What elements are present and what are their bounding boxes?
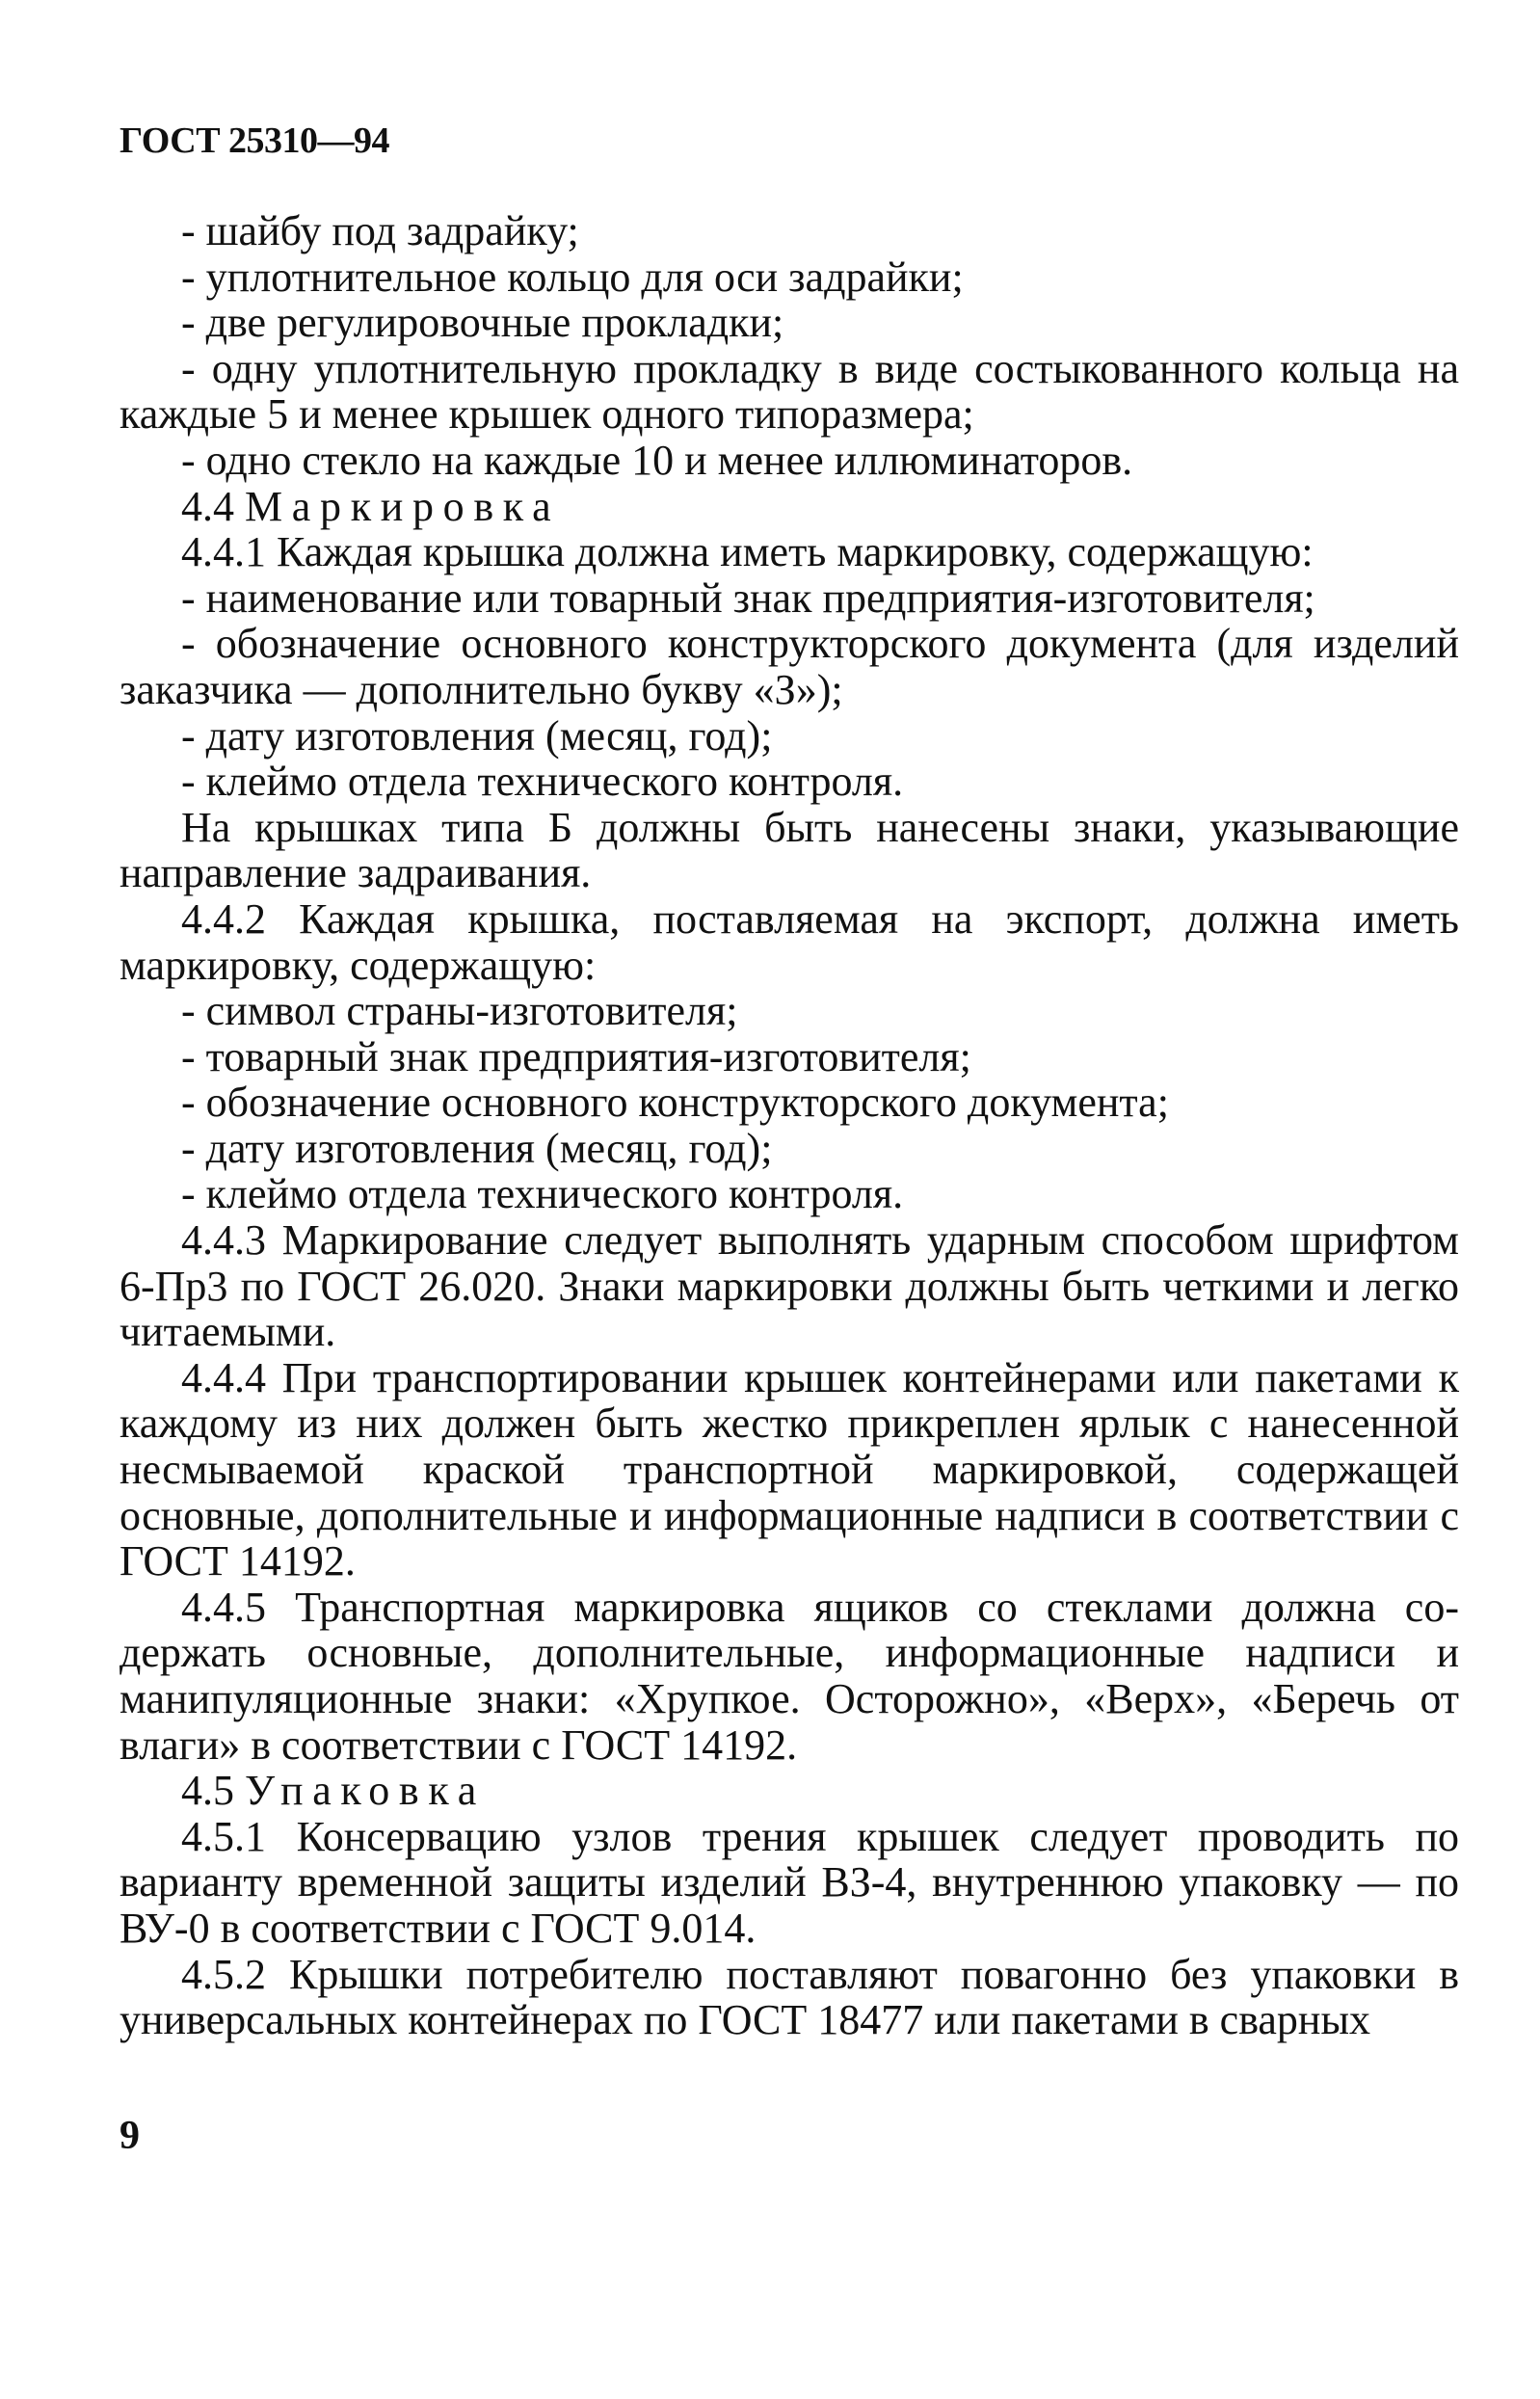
section-title: Упаковка [245, 1767, 486, 1815]
clause-4-4-4: 4.4.4 При транспортировании крышек контейнерами или пакетами к каждому из них должен быть жестко прикреплен ярлык с нанесенной несмываемой краской транспортной маркировкой, содержащей основные, дополнительные и информационные надписи в соответствии с ГОСТ 14192. [119, 1353, 1459, 1586]
list-item-washer: - шайбу под задрайку; [181, 207, 579, 254]
clause-4-4-5: 4.4.5 Транспортная маркировка ящиков со стеклами должна содержать основные, дополнительные, информационные надписи и манипуляционные знаки: «Хрупкое. Осторожно», «Верх», «Беречь от влаги» в соответствии с ГОСТ 14192. [119, 1583, 1459, 1769]
clause-4-4-1: 4.4.1 Каждая крышка должна иметь маркировку, содержащую: [181, 528, 1314, 576]
list-item-country-symbol: - символ страны-изготовителя; [181, 987, 738, 1035]
clause-4-4-3: 4.4.3 Маркирование следует выполнять ударным способом шрифтом 6-Пр3 по ГОСТ 26.020. Знаки маркировки должны быть четкими и легко читаемыми. [119, 1216, 1459, 1356]
page-header: ГОСТ 25310—94 [119, 120, 390, 161]
clause-4-5-2: 4.5.2 Крышки потребителю поставляют повагонно без упаковки в универсальных контейнерах по ГОСТ 18477 или пакетами в сварных [119, 1950, 1459, 2044]
section-heading-marking [119, 484, 1459, 530]
list-item-seal-ring: - уплотнительное кольцо для оси задрайки; [181, 253, 964, 301]
section-number: 4.4 [181, 482, 234, 530]
list-item-design-document: - обозначение основного конструкторского документа (для изделий заказчика — дополнительно букву «З»); [119, 620, 1459, 713]
list-item-manufacturer-name: - наименование или товарный знак предприятия-изготовителя; [181, 573, 1315, 622]
clause-4-4-2: 4.4.2 Каждая крышка, поставляемая на экспорт, должна иметь маркировку, содержащую: [119, 894, 1459, 989]
list-item-shims: - две регулировочные прокладки; [181, 299, 784, 347]
clause-4-5-1: 4.5.1 Консервацию узлов трения крышек следует проводить по варианту временной защиты изделий ВЗ-4, внутреннюю упаковку — по ВУ-0 в соответствии с ГОСТ 9.014. [119, 1812, 1459, 1952]
list-item-trademark: - товарный знак предприятия-изготовителя; [181, 1032, 971, 1080]
list-item-stamp: - клеймо отдела технического контроля. [181, 1170, 904, 1218]
paragraph-type-b-signs: На крышках типа Б должны быть нанесены знаки, указывающие направление задраивания. [119, 803, 1459, 897]
list-item-document-designation: - обозначение основного конструкторского документа; [181, 1079, 1169, 1127]
list-item-manufacture-date: - дату изготовления (месяц, год); [181, 711, 773, 760]
list-item-date: - дату изготовления (месяц, год); [181, 1124, 773, 1172]
body-text [119, 208, 1459, 2043]
list-item-gasket: - одну уплотнительную прокладку в виде состыкованного кольца на каждые 5 и менее крышек одного типоразмера; [119, 344, 1459, 439]
section-heading-packaging [119, 1768, 1459, 1814]
section-title: Маркировка [245, 482, 561, 530]
list-item-glass: - одно стекло на каждые 10 и менее иллюминаторов. [181, 436, 1133, 484]
section-number: 4.5 [181, 1767, 234, 1815]
page-number: 9 [119, 2114, 140, 2158]
list-item-qc-stamp: - клеймо отдела технического контроля. [181, 758, 904, 806]
